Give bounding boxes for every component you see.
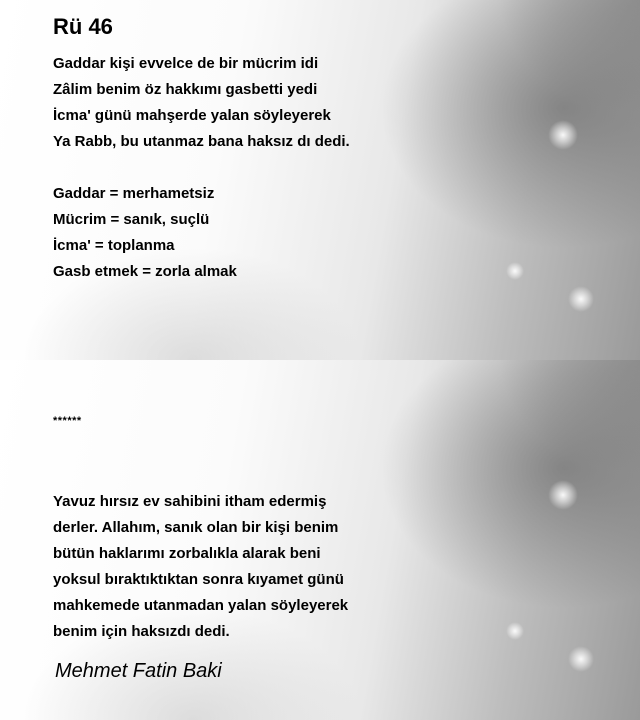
poem-line: Ya Rabb, bu utanmaz bana haksız dı dedi. [53, 133, 350, 150]
sparkle-decoration [506, 622, 524, 640]
sparkle-decoration [548, 120, 578, 150]
explanation-line: derler. Allahım, sanık olan bir kişi benim [53, 519, 339, 536]
glossary-lines [53, 181, 237, 285]
glossary-line: Gasb etmek = zorla almak [53, 263, 237, 280]
explanation-line: Yavuz hırsız ev sahibini itham edermiş [53, 493, 327, 510]
separator-asterisks: ****** [53, 415, 82, 427]
explanation-line: mahkemede utanmadan yalan söyleyerek [53, 597, 349, 614]
explanation-lines [53, 489, 348, 645]
explanation-line: bütün haklarımı zorbalıkla alarak beni [53, 545, 321, 562]
glossary-line: İcma' = toplanma [53, 237, 175, 254]
sparkle-decoration [548, 480, 578, 510]
poem-line: Zâlim benim öz hakkımı gasbetti yedi [53, 81, 318, 98]
sparkle-decoration [568, 286, 594, 312]
poem-line: Gaddar kişi evvelce de bir mücrim idi [53, 55, 319, 72]
explanation-line: yoksul bıraktıktıktan sonra kıyamet günü [53, 571, 344, 588]
glossary-line: Mücrim = sanık, suçlü [53, 211, 210, 228]
author-name: Mehmet Fatin Baki [55, 660, 222, 682]
sparkle-decoration [506, 262, 524, 280]
sparkle-decoration [568, 646, 594, 672]
explanation-line: benim için haksızdı dedi. [53, 623, 230, 640]
poem-line: İcma' günü mahşerde yalan söyleyerek [53, 107, 331, 124]
glossary-line: Gaddar = merhametsiz [53, 185, 215, 202]
poem-title: Rü 46 [53, 14, 113, 39]
poem-lines [53, 51, 350, 155]
bottom-panel [0, 360, 640, 720]
